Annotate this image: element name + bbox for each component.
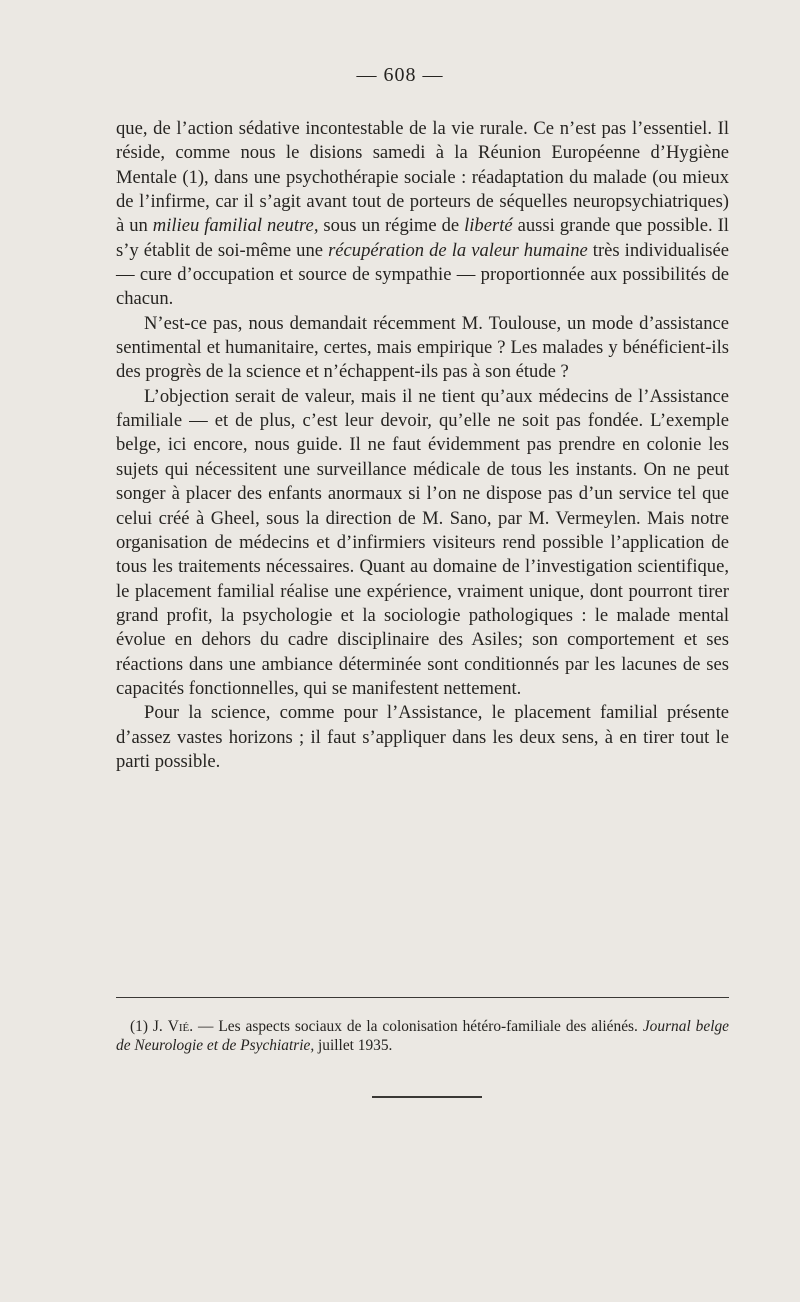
text-run: très individualisée — cure d’occupation et source de sympathie — proportionnée aux possibilités de chacun. [116,239,729,310]
footnote-divider [116,997,729,998]
footnote [116,1017,729,1055]
footnote-author: Vié [167,1018,190,1035]
body-text [116,117,729,774]
footnote-marker: (1) J. [130,1018,168,1035]
paragraph-4: Pour la science, comme pour l’Assistance, le placement familial présente d’assez vastes horizons ; il faut s’appliquer dans les deux sens, à en tirer tout le parti possible. [116,702,729,772]
italic-phrase: récupération de la valeur humaine [328,239,588,261]
footnote-journal: Journal belge de Neurologie et de Psychiatrie, [116,1018,730,1054]
footnote-text: . — Les aspects sociaux de la colonisation hétéro-familiale des aliénés. [189,1018,643,1035]
paragraph-3: L’objection serait de valeur, mais il ne tient qu’aux médecins de l’Assistance familiale — et de plus, c’est leur devoir, qu’elle ne soit pas fondée. L’exemple belge, ici encore, nous guide. Il ne faut évidemment pas prendre en colonie les sujets qui nécessitent une surveillance médicale de tous les instants. On ne peut songer à placer des enfants anormaux si l’on ne dispose pas d’un service tel que celui créé à Gheel, sous la direction de M. Sano, par M. Vermeylen. Mais notre organisation de médecins et d’infirmiers visiteurs rend possible l’application de tous les traitements nécessaires. Quant au domaine de l’investigation scientifique, le placement familial réalise une expérience, vraiment unique, dont pourront tirer grand profit, la psychologie et la sociologie pathologiques : le malade mental évolue en dehors du cadre disciplinaire des Asiles; son comportement et ses réactions dans une ambiance déterminée sont conditionnés par les lacunes de ses capacités fonctionnelles, qui se manifestent nettement. [116,385,729,699]
paragraph-1 [116,117,729,312]
text-run: que, de l’action sédative incontestable de la vie rurale. Ce n’est pas l’essentiel. Il réside, comme nous le disions samedi à la Réunion Européenne d’Hygiène Mentale (1), dans une psychothérapie sociale : réadaptation du malade (ou mieux de l’infirme, car il s’agit avant tout de porteurs de séquelles neuropsychiatriques) à un [116,118,729,237]
italic-phrase: liberté [464,215,513,237]
text-run: aussi grande que possible. Il s’y établit de soi-même une [116,215,729,261]
end-divider [372,1096,482,1098]
page-number: — 608 — [356,64,444,86]
footnote-date: juillet 1935. [314,1037,393,1054]
italic-phrase: milieu familial neutre, [152,215,319,237]
text-run: sous un régime de [318,215,465,237]
paragraph-2: N’est-ce pas, nous demandait récemment M. Toulouse, un mode d’assistance sentimental et humanitaire, certes, mais empirique ? Les malades y bénéficient-ils des progrès de la science et n’échappent-ils pas à son étude ? [116,312,729,383]
